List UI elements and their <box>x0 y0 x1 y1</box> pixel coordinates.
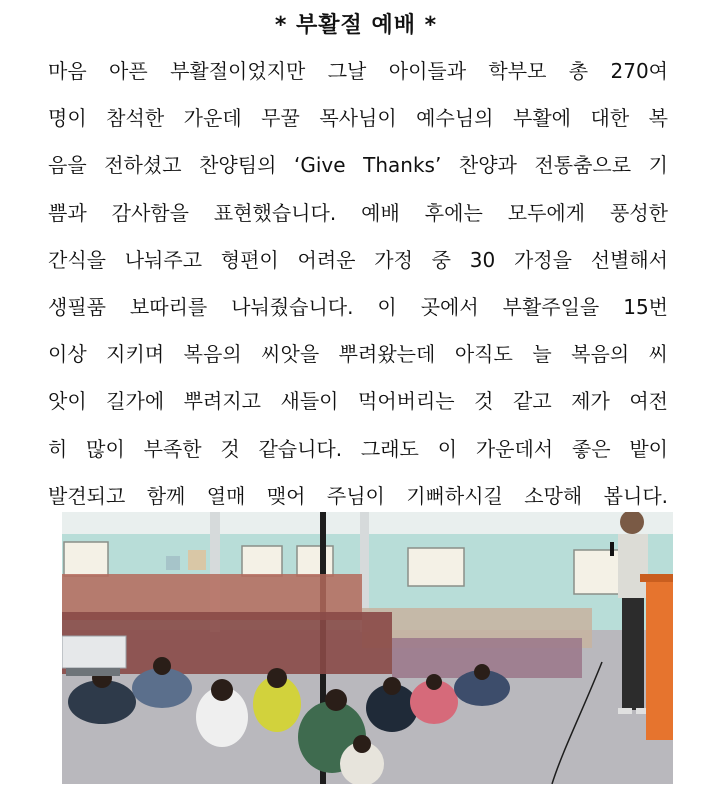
paragraph-line: 마음 아픈 부활절이었지만 그날 아이들과 학부모 총 270여 <box>48 59 668 83</box>
paragraph-line: 이상 지키며 복음의 씨앗을 뿌려왔는데 아직도 늘 복음의 씨 <box>48 342 668 367</box>
paragraph-line: 쁨과 감사함을 표현했습니다. 예배 후에는 모두에게 풍성한 <box>48 200 668 225</box>
projector <box>62 636 126 676</box>
paragraph-line: 간식을 나눠주고 형편이 어려운 가정 중 30 가정을 선별해서 <box>48 247 668 272</box>
paragraph-line: 명이 참석한 가운데 무꿀 목사님이 예수님의 부활에 대한 복 <box>48 106 668 131</box>
body-paragraph <box>48 48 668 520</box>
paragraph-line: 발견되고 함께 열매 맺어 주님이 기뻐하시길 소망해 봅니다. <box>48 483 668 508</box>
easter-service-photo <box>62 512 673 784</box>
paragraph-line: 앗이 길가에 뿌려지고 새들이 먹어버리는 것 같고 제가 여전 <box>48 389 668 414</box>
page-title: * 부활절 예배 * <box>274 13 438 38</box>
paragraph-line: 생필품 보따리를 나눠줬습니다. 이 곳에서 부활주일을 15번 <box>48 294 668 319</box>
paragraph-line: 음을 전하셨고 찬양팀의 ‘Give Thanks’ 찬양과 전통춤으로 기 <box>48 153 668 178</box>
paragraph-line: 히 많이 부족한 것 같습니다. 그래도 이 가운데서 좋은 밭이 <box>48 436 668 461</box>
